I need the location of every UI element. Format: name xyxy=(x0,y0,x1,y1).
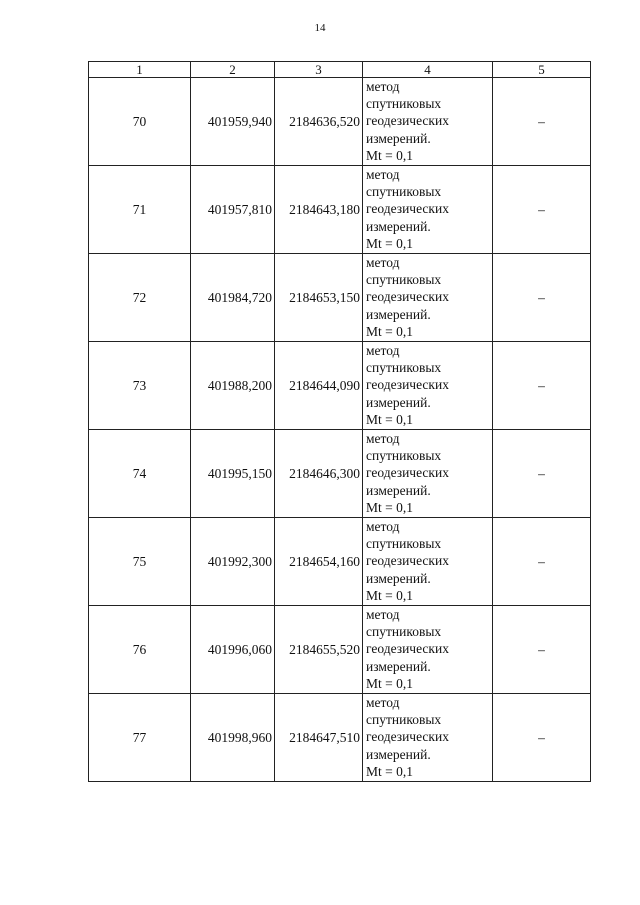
coordinate-x-cell: 401995,150 xyxy=(191,430,275,518)
coordinate-x-cell: 401998,960 xyxy=(191,694,275,782)
coordinate-x-cell: 401957,810 xyxy=(191,166,275,254)
table-row xyxy=(89,606,591,694)
method-text-line: геодезических xyxy=(366,289,449,305)
table-header-row xyxy=(89,62,591,78)
coordinate-x-cell: 401992,300 xyxy=(191,518,275,606)
coordinate-y-cell: 2184643,180 xyxy=(275,166,363,254)
coordinate-x-cell: 401996,060 xyxy=(191,606,275,694)
coordinates-table xyxy=(88,61,591,782)
coordinate-y-cell: 2184644,090 xyxy=(275,342,363,430)
note-cell: – xyxy=(493,78,591,166)
table-row xyxy=(89,254,591,342)
note-cell: – xyxy=(493,606,591,694)
method-cell xyxy=(363,694,493,782)
method-text-line: геодезических xyxy=(366,377,449,393)
note-cell: – xyxy=(493,694,591,782)
method-text-line: измерений. xyxy=(366,394,431,410)
method-text-line: метод xyxy=(366,695,400,710)
note-cell: – xyxy=(493,254,591,342)
method-cell xyxy=(363,166,493,254)
page-number: 14 xyxy=(314,22,326,34)
column-header-5: 5 xyxy=(493,62,591,78)
method-text-line: метод xyxy=(366,343,400,358)
coordinate-y-cell: 2184655,520 xyxy=(275,606,363,694)
coordinate-x-cell: 401988,200 xyxy=(191,342,275,430)
method-text-line: метод xyxy=(366,255,400,270)
table-body xyxy=(89,78,591,782)
note-cell: – xyxy=(493,518,591,606)
method-text-line: метод xyxy=(366,79,400,94)
method-text-line: спутниковых xyxy=(366,448,442,464)
method-cell xyxy=(363,254,493,342)
method-text-line: геодезических xyxy=(366,465,449,481)
coordinate-y-cell: 2184636,520 xyxy=(275,78,363,166)
method-text-line: измерений. xyxy=(366,130,431,146)
point-number-cell: 77 xyxy=(89,694,191,782)
method-text-line: геодезических xyxy=(366,641,449,657)
coordinate-x-cell: 401959,940 xyxy=(191,78,275,166)
method-text-line: спутниковых xyxy=(366,184,442,200)
point-number-cell: 76 xyxy=(89,606,191,694)
method-text-line: спутниковых xyxy=(366,536,442,552)
method-text-line: геодезических xyxy=(366,553,449,569)
method-cell xyxy=(363,606,493,694)
method-text-line: измерений. xyxy=(366,658,431,674)
method-cell xyxy=(363,430,493,518)
coordinate-y-cell: 2184646,300 xyxy=(275,430,363,518)
method-text-line: метод xyxy=(366,519,400,534)
point-number-cell: 72 xyxy=(89,254,191,342)
point-number-cell: 73 xyxy=(89,342,191,430)
method-text-line: измерений. xyxy=(366,746,431,762)
column-header-2: 2 xyxy=(191,62,275,78)
method-text-line: измерений. xyxy=(366,482,431,498)
table-row xyxy=(89,342,591,430)
method-text-line: Mt = 0,1 xyxy=(366,675,413,691)
note-cell: – xyxy=(493,166,591,254)
method-text-line: метод xyxy=(366,607,400,622)
note-cell: – xyxy=(493,430,591,518)
table-row xyxy=(89,694,591,782)
table-row xyxy=(89,166,591,254)
column-header-4: 4 xyxy=(363,62,493,78)
note-cell: – xyxy=(493,342,591,430)
coordinate-y-cell: 2184647,510 xyxy=(275,694,363,782)
point-number-cell: 70 xyxy=(89,78,191,166)
method-text-line: метод xyxy=(366,431,400,446)
method-cell xyxy=(363,78,493,166)
point-number-cell: 75 xyxy=(89,518,191,606)
method-text-line: измерений. xyxy=(366,570,431,586)
point-number-cell: 71 xyxy=(89,166,191,254)
method-text-line: Mt = 0,1 xyxy=(366,411,413,427)
method-text-line: геодезических xyxy=(366,201,449,217)
method-text-line: измерений. xyxy=(366,218,431,234)
method-text-line: Mt = 0,1 xyxy=(366,587,413,603)
coordinate-y-cell: 2184653,150 xyxy=(275,254,363,342)
column-header-3: 3 xyxy=(275,62,363,78)
method-text-line: Mt = 0,1 xyxy=(366,147,413,163)
method-text-line: Mt = 0,1 xyxy=(366,323,413,339)
method-text-line: спутниковых xyxy=(366,360,442,376)
table-row xyxy=(89,518,591,606)
table-row xyxy=(89,430,591,518)
method-text-line: Mt = 0,1 xyxy=(366,763,413,779)
method-text-line: спутниковых xyxy=(366,272,442,288)
method-cell xyxy=(363,518,493,606)
method-text-line: геодезических xyxy=(366,113,449,129)
coordinate-y-cell: 2184654,160 xyxy=(275,518,363,606)
method-text-line: измерений. xyxy=(366,306,431,322)
method-text-line: Mt = 0,1 xyxy=(366,235,413,251)
method-text-line: Mt = 0,1 xyxy=(366,499,413,515)
method-cell xyxy=(363,342,493,430)
point-number-cell: 74 xyxy=(89,430,191,518)
method-text-line: спутниковых xyxy=(366,624,442,640)
method-text-line: спутниковых xyxy=(366,712,442,728)
column-header-1: 1 xyxy=(89,62,191,78)
table-row xyxy=(89,78,591,166)
method-text-line: геодезических xyxy=(366,729,449,745)
method-text-line: метод xyxy=(366,167,400,182)
coordinate-x-cell: 401984,720 xyxy=(191,254,275,342)
method-text-line: спутниковых xyxy=(366,96,442,112)
